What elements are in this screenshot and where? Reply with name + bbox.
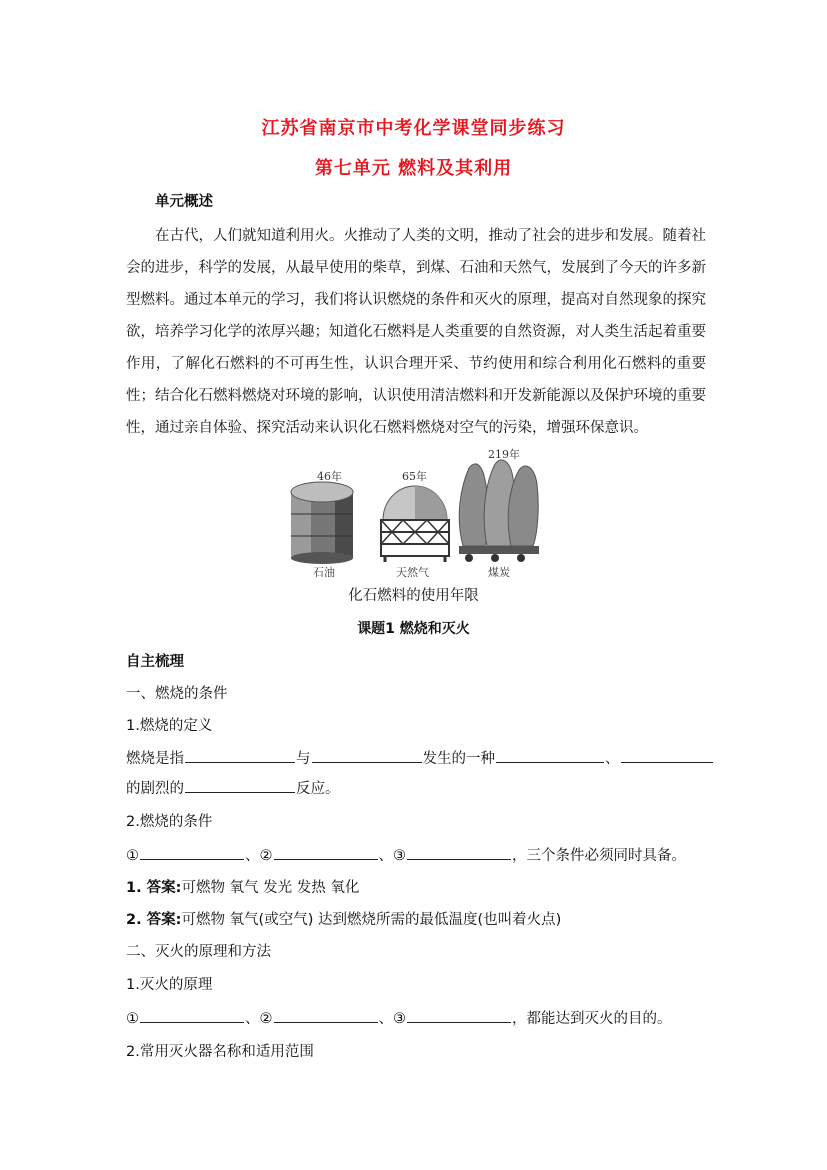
answer-1 <box>126 878 359 898</box>
coal-years: 219年 <box>488 448 520 461</box>
coal-icon <box>459 460 539 562</box>
blank-field[interactable] <box>140 845 244 860</box>
document-title: 江苏省南京市中考化学课堂同步练习 <box>261 118 566 139</box>
q2-text-d: ，三个条件必须同时具备。 <box>512 848 686 864</box>
blank-field[interactable] <box>407 1008 511 1023</box>
blank-field[interactable] <box>185 778 295 793</box>
answer-2-label: 2. 答案: <box>126 912 182 928</box>
overview-paragraph: 在古代，人们就知道利用火。火推动了人类的文明，推动了社会的进步和发展。随着社会的进步，科学的发展，从最早使用的柴草，到煤、石油和天然气，发展到了今天的许多新型燃料。通过本单元的学习，我们将认识燃烧的条件和灭火的原理，提高对自然现象的探究欲，培养学习化学的浓厚兴趣；知道化石燃料是人类重要的自然资源，对人类生活起着重要作用，了解化石燃料的不可再生性，认识合理开采、节约使用和综合利用化石燃料的重要性；结合化石燃料燃烧对环境的影响，认识使用清洁燃料和开发新能源以及保护环境的重要性，通过亲自体验、探究活动来认识化石燃料燃烧对空气的污染，增强环保意识。 <box>126 228 706 436</box>
q1-title: 1.燃烧的定义 <box>126 718 213 734</box>
q3-text-d: ，都能达到灭火的目的。 <box>512 1011 672 1027</box>
q3-text-c: 、③ <box>378 1011 406 1027</box>
q2-text-c: 、③ <box>378 848 406 864</box>
q1-text-e: 的剧烈的 <box>126 781 184 797</box>
gas-label: 天然气 <box>396 566 429 579</box>
q1-line2 <box>126 778 340 799</box>
part1-heading: 一、燃烧的条件 <box>126 686 228 702</box>
q1-text-c: 发生的一种 <box>422 751 495 767</box>
q1-line1 <box>126 748 714 769</box>
blank-field[interactable] <box>407 845 511 860</box>
coal-label: 煤炭 <box>488 566 510 579</box>
part2-heading: 二、灭火的原理和方法 <box>126 944 271 960</box>
gas-years: 65年 <box>402 470 427 483</box>
section-heading: 自主梳理 <box>126 654 184 670</box>
q4-title: 2.常用灭火器名称和适用范围 <box>126 1044 314 1060</box>
q3-text-a: ① <box>126 1011 139 1027</box>
answer-1-label: 1. 答案: <box>126 880 182 896</box>
blank-field[interactable] <box>312 748 422 763</box>
fossil-fuel-illustration <box>283 446 545 580</box>
blank-field[interactable] <box>274 1008 378 1023</box>
blank-field[interactable] <box>496 748 604 763</box>
blank-field[interactable] <box>140 1008 244 1023</box>
q1-text-b: 与 <box>296 751 311 767</box>
figure-caption: 化石燃料的使用年限 <box>348 588 479 604</box>
q2-line <box>126 845 686 866</box>
gas-tank-icon <box>381 486 449 562</box>
blank-field[interactable] <box>274 845 378 860</box>
overview-heading: 单元概述 <box>155 194 213 210</box>
oil-years: 46年 <box>317 470 342 483</box>
answer-2-text: 可燃物 氧气(或空气) 达到燃烧所需的最低温度(也叫着火点) <box>181 912 562 928</box>
answer-2 <box>126 910 561 930</box>
lesson-title: 课题1 燃烧和灭火 <box>357 621 470 637</box>
q2-title: 2.燃烧的条件 <box>126 814 213 830</box>
blank-field[interactable] <box>185 748 295 763</box>
q1-text-f: 反应。 <box>296 781 340 797</box>
q3-text-b: 、② <box>245 1011 273 1027</box>
answer-1-text: 可燃物 氧气 发光 发热 氧化 <box>181 880 360 896</box>
q3-title: 1.灭火的原理 <box>126 977 213 993</box>
q2-text-a: ① <box>126 848 139 864</box>
q1-text-a: 燃烧是指 <box>126 751 184 767</box>
oil-drum-icon <box>291 482 353 564</box>
q3-line <box>126 1008 672 1029</box>
fossil-fuel-figure <box>283 446 545 580</box>
oil-label: 石油 <box>313 566 335 579</box>
q2-text-b: 、② <box>245 848 273 864</box>
unit-title: 第七单元 燃料及其利用 <box>314 158 513 179</box>
blank-field[interactable] <box>621 748 713 763</box>
q1-text-d: 、 <box>605 751 620 767</box>
